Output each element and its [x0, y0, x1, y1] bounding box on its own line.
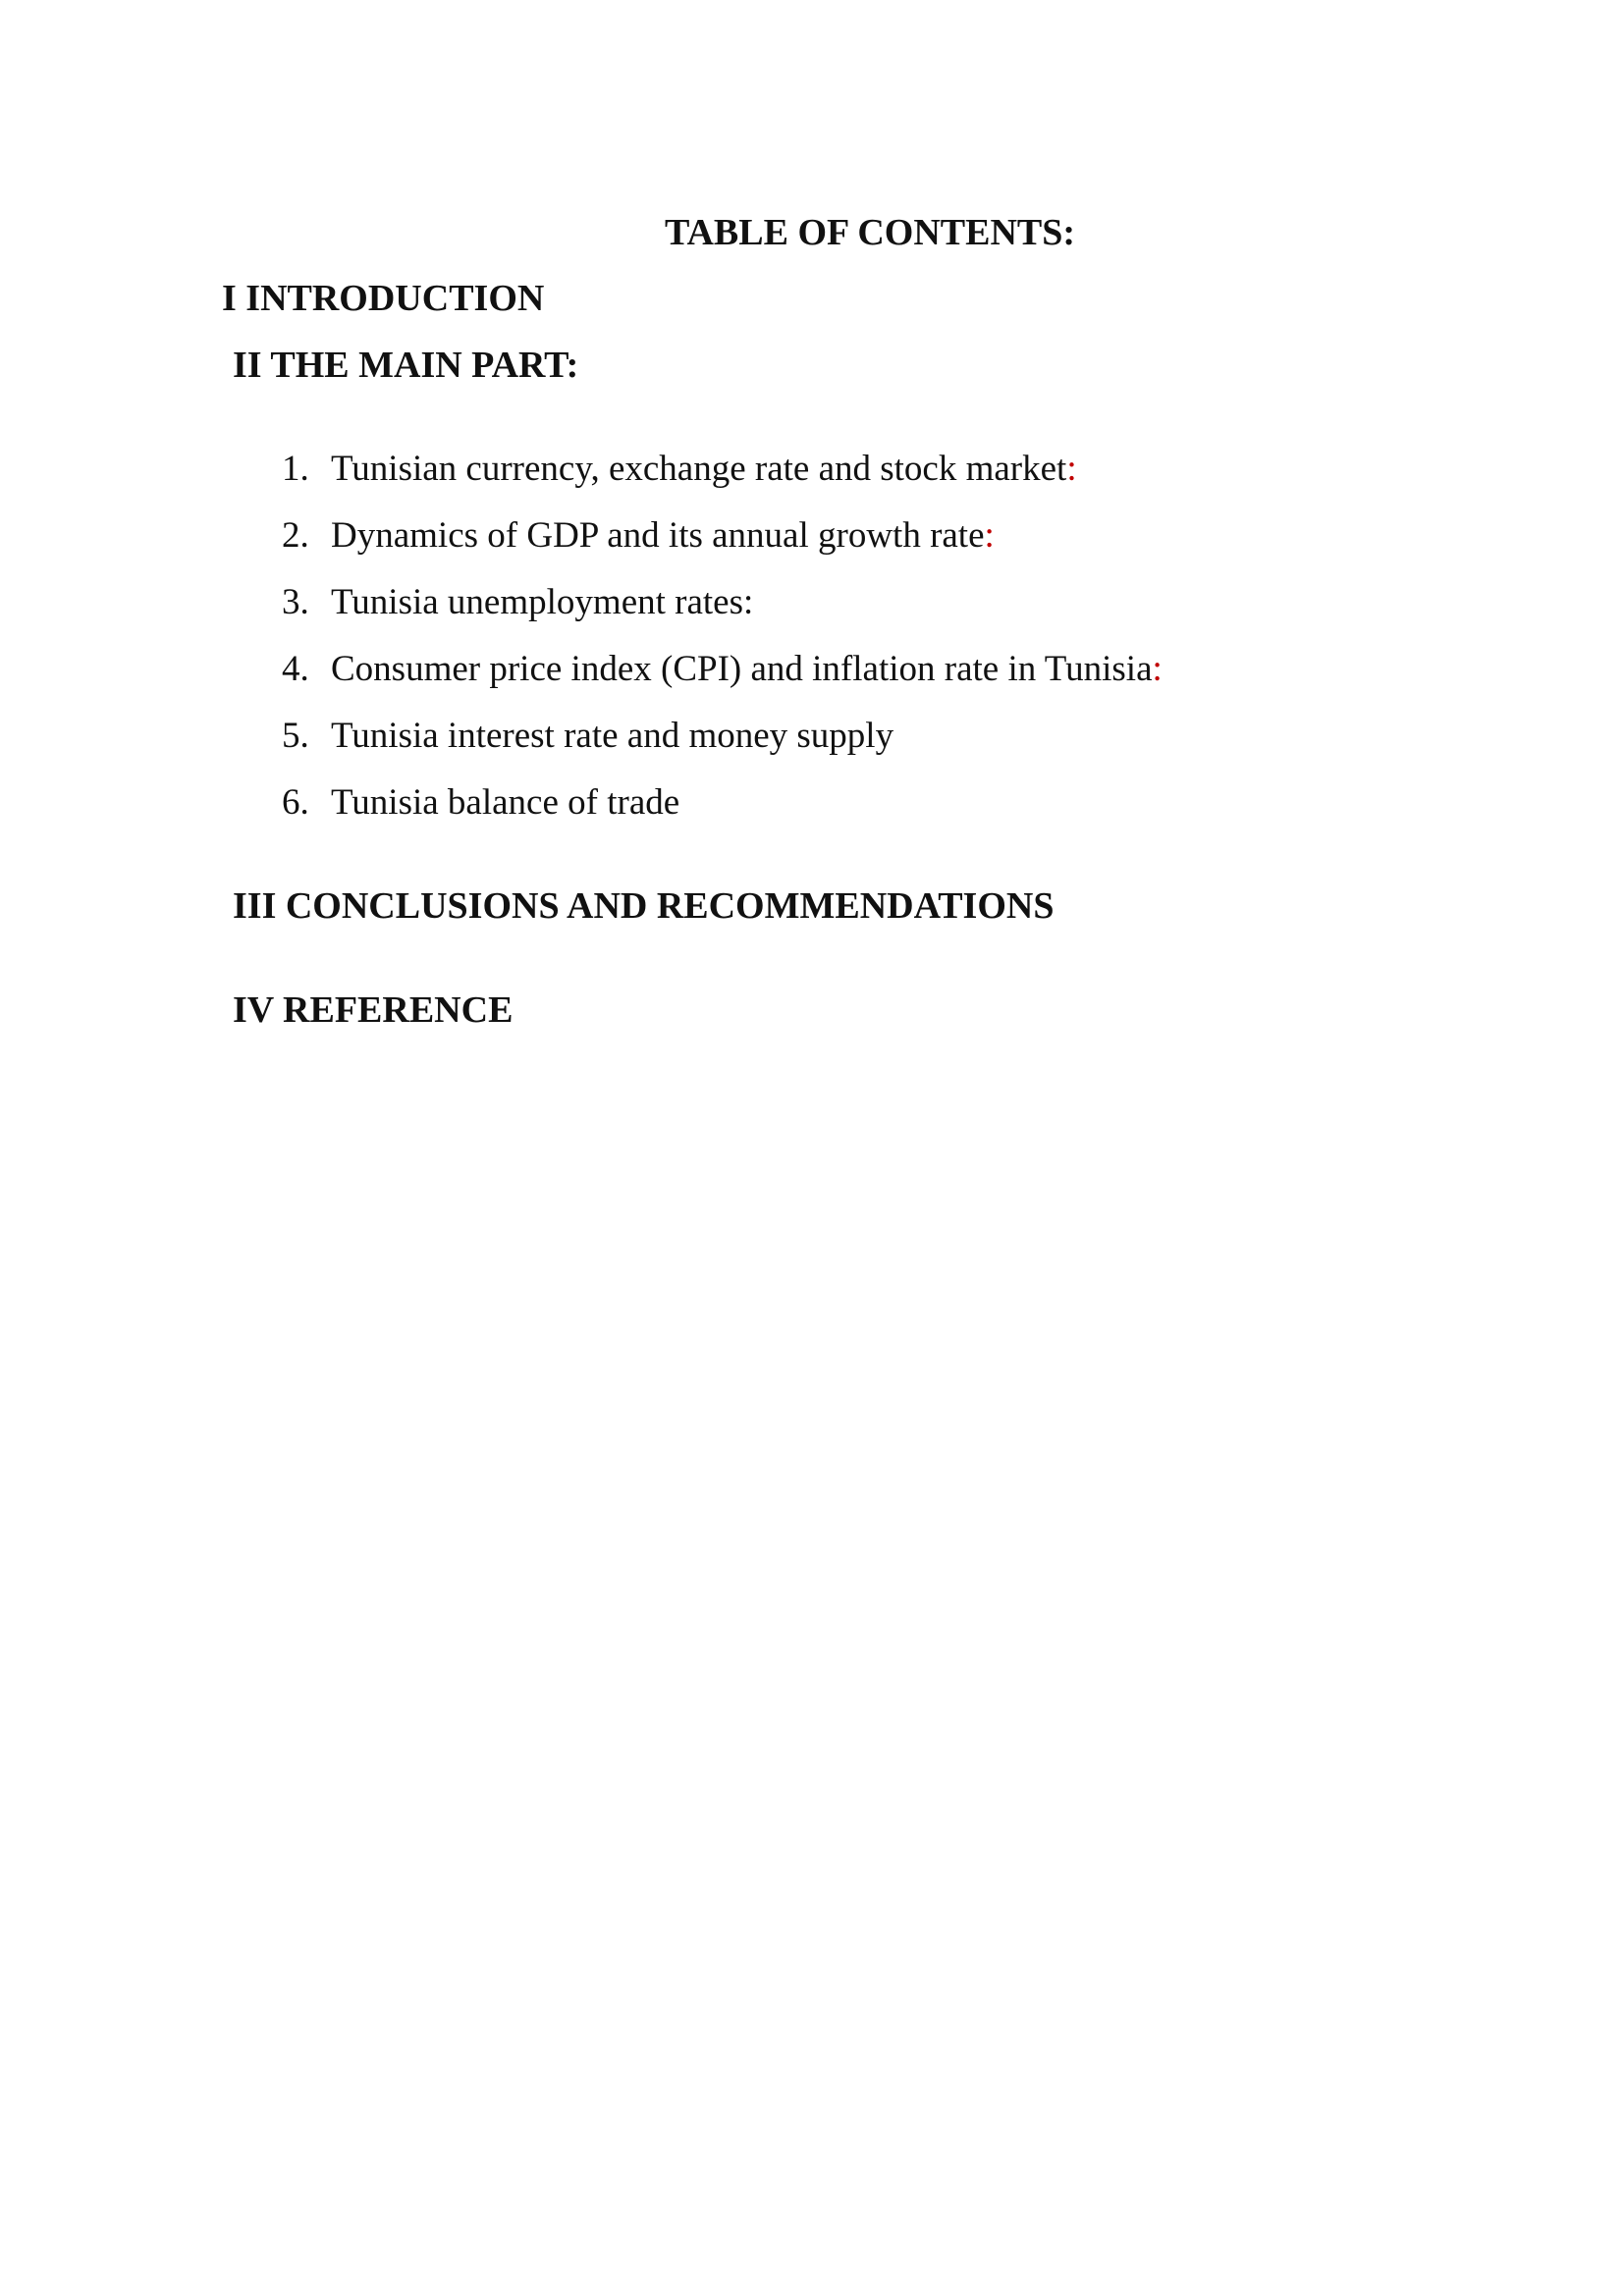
list-item-number: 3.	[282, 582, 309, 622]
list-item-text	[331, 513, 995, 559]
list-item-number: 2.	[282, 515, 309, 556]
list-item-number: 5.	[282, 716, 309, 756]
list-item-text	[331, 780, 679, 826]
list-item-label: Tunisia unemployment rates:	[331, 582, 754, 622]
list-item-text	[331, 714, 893, 759]
toc-title: TABLE OF CONTENTS:	[664, 212, 1076, 253]
list-item-text	[331, 580, 753, 625]
list-item-number: 1.	[282, 449, 309, 489]
list-item-label: Dynamics of GDP and its annual growth rate	[331, 515, 985, 556]
section-introduction: I INTRODUCTION	[222, 278, 545, 319]
section-conclusions: III CONCLUSIONS AND RECOMMENDATIONS	[233, 885, 1055, 927]
list-item-number: 6.	[282, 782, 309, 823]
list-item-text	[331, 647, 1163, 692]
list-item-label: Tunisia balance of trade	[331, 782, 680, 823]
list-item-suffix: :	[984, 515, 995, 556]
list-item-suffix: :	[1066, 449, 1077, 489]
list-item-number: 4.	[282, 649, 309, 689]
list-item-text	[331, 447, 1077, 492]
section-reference: IV REFERENCE	[233, 989, 514, 1031]
section-main-part: II THE MAIN PART:	[233, 345, 579, 386]
list-item-label: Tunisia interest rate and money supply	[331, 716, 894, 756]
list-item-label: Tunisian currency, exchange rate and stock market	[331, 449, 1067, 489]
list-item-suffix: :	[1152, 649, 1163, 689]
list-item-label: Consumer price index (CPI) and inflation rate in Tunisia	[331, 649, 1153, 689]
